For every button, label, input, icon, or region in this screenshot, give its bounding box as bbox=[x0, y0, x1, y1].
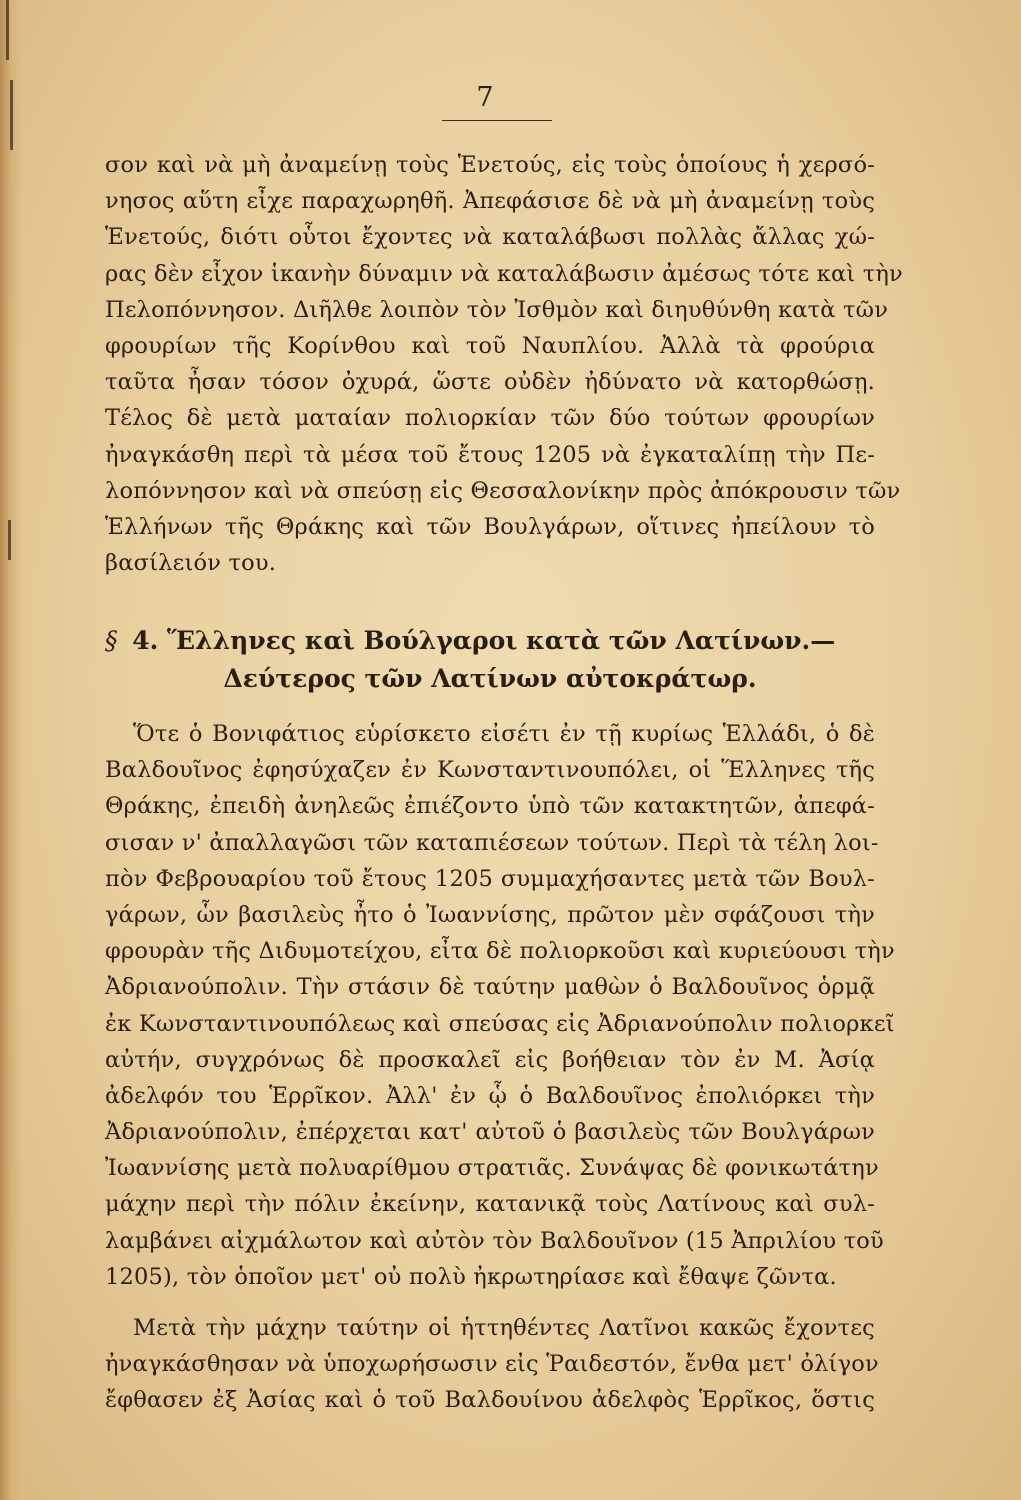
text-line: Μετὰ τὴν μάχην ταύτην οἱ ἡττηθέντες Λατῖνοι κακῶς ἔχοντες bbox=[133, 1315, 875, 1341]
text-line: ἀδελφόν του Ἑρρῖκον. Ἀλλ' ἐν ᾧ ὁ Βαλδουῖνος ἐπολιόρκει τὴν bbox=[105, 1082, 875, 1109]
text-line: σισαν ν' ἀπαλλαγῶσι τῶν καταπιέσεων τούτων. Περὶ τὰ τέλη λοι- bbox=[105, 829, 879, 856]
text-line: Τέλος δὲ μετὰ ματαίαν πολιορκίαν τῶν δύο τούτων φρουρίων bbox=[105, 405, 875, 432]
text-line: ἠναγκάσθη περὶ τὰ μέσα τοῦ ἔτους 1205 νὰ ἐγκαταλίπῃ τὴν Πε- bbox=[105, 441, 875, 468]
text-line: Ὅτε ὁ Βονιφάτιος εὑρίσκετο εἰσέτι ἐν τῇ κυρίως Ἑλλάδι, ὁ δὲ bbox=[133, 721, 875, 747]
text-line: γάρων, ὧν βασιλεὺς ἦτο ὁ Ἰωαννίσης, πρῶτον μὲν σφάζουσι τὴν bbox=[105, 901, 875, 928]
page-number: 7 bbox=[476, 82, 494, 113]
text-line: Ἑλλήνων τῆς Θράκης καὶ τῶν Βουλγάρων, οἵτινες ἠπείλουν τὸ bbox=[105, 513, 875, 540]
text-line: νησος αὕτη εἶχε παραχωρηθῆ. Ἀπεφάσισε δὲ νὰ μὴ ἀναμείνῃ τοὺς bbox=[105, 188, 875, 215]
text-line: βασίλειόν του. bbox=[105, 550, 277, 577]
text-line: ρας δὲν εἶχον ἱκανὴν δύναμιν νὰ καταλάβωσιν ἀμέσως τότε καὶ τὴν bbox=[105, 260, 903, 287]
text-line: Ἀδριανούπολιν. Τὴν στάσιν δὲ ταύτην μαθὼν ὁ Βαλδουῖνος ὁρμᾷ bbox=[105, 974, 875, 1001]
text-line: Θράκης, ἐπειδὴ ἀνηλεῶς ἐπιέζοντο ὑπὸ τῶν κατακτητῶν, ἀπεφά- bbox=[105, 793, 875, 820]
page-binding-edge bbox=[0, 0, 22, 1500]
section-number: 4. bbox=[132, 626, 159, 655]
section-heading bbox=[105, 622, 875, 698]
section-heading-line-2: Δεύτερος τῶν Λατίνων αὐτοκράτωρ. bbox=[223, 664, 757, 693]
paragraph-1 bbox=[105, 147, 903, 581]
text-line: Ἑνετούς, διότι οὗτοι ἔχοντες νὰ καταλάβωσι πολλὰς ἄλλας χώ- bbox=[105, 224, 875, 251]
text-line: Βαλδουῖνος ἐφησύχαζεν ἐν Κωνσταντινουπόλει, οἱ Ἕλληνες τῆς bbox=[105, 757, 875, 784]
text-line: ἠναγκάσθησαν νὰ ὑποχωρήσωσιν εἰς Ῥαιδεστόν, ἔνθα μετ' ὀλίγον bbox=[105, 1351, 879, 1378]
text-line: Ἰωαννίσης μετὰ πολυαρίθμου στρατιᾶς. Συνάψας δὲ φονικωτάτην bbox=[105, 1155, 879, 1182]
text-line: λαμβάνει αἰχμάλωτον καὶ αὐτὸν τὸν Βαλδουῖνον (15 Ἀπριλίου τοῦ bbox=[105, 1227, 884, 1254]
paragraph-2 bbox=[105, 716, 895, 1295]
text-line: φρουρίων τῆς Κορίνθου καὶ τοῦ Ναυπλίου. Ἀλλὰ τὰ φρούρια bbox=[105, 332, 875, 359]
section-heading-line-1 bbox=[105, 622, 875, 660]
section-mark: § bbox=[105, 626, 118, 655]
text-line: φρουρὰν τῆς Διδυμοτείχου, εἶτα δὲ πολιορκοῦσι καὶ κυριεύουσι τὴν bbox=[105, 938, 895, 965]
text-line: σον καὶ νὰ μὴ ἀναμείνῃ τοὺς Ἑνετούς, εἰς τοὺς ὁποίους ἡ χερσό- bbox=[105, 152, 875, 178]
text-line: μάχην περὶ τὴν πόλιν ἐκείνην, κατανικᾷ τοὺς Λατίνους καὶ συλ- bbox=[105, 1191, 875, 1218]
paragraph-3 bbox=[105, 1310, 879, 1419]
text-line: Πελοπόννησον. Διῆλθε λοιπὸν τὸν Ἰσθμὸν καὶ διηυθύνθη κατὰ τῶν bbox=[105, 296, 889, 323]
text-line: αὐτήν, συγχρόνως δὲ προσκαλεῖ εἰς βοήθειαν τὸν ἐν Μ. Ἀσίᾳ bbox=[105, 1046, 875, 1073]
section-title-1: Ἕλληνες καὶ Βούλγαροι κατὰ τῶν Λατίνων.— bbox=[167, 626, 836, 655]
page-number-rule bbox=[442, 120, 552, 121]
text-line: πὸν Φεβρουαρίου τοῦ ἔτους 1205 συμμαχήσαντες μετὰ τῶν Βουλ- bbox=[105, 865, 875, 892]
text-line: Ἀδριανούπολιν, ἐπέρχεται κατ' αὐτοῦ ὁ βασιλεὺς τῶν Βουλγάρων bbox=[105, 1119, 875, 1146]
text-line: 1205), τὸν ὁποῖον μετ' οὐ πολὺ ἠκρωτηρίασε καὶ ἔθαψε ζῶντα. bbox=[105, 1263, 837, 1290]
text-line: ταῦτα ἦσαν τόσον ὀχυρά, ὥστε οὐδὲν ἠδύνατο νὰ κατορθώσῃ. bbox=[105, 369, 875, 396]
text-line: λοπόννησον καὶ νὰ σπεύσῃ εἰς Θεσσαλονίκην πρὸς ἀπόκρουσιν τῶν bbox=[105, 477, 901, 504]
text-line: ἐκ Κωνσταντινουπόλεως καὶ σπεύσας εἰς Ἀδριανούπολιν πολιορκεῖ bbox=[105, 1010, 895, 1037]
text-line: ἔφθασεν ἐξ Ἀσίας καὶ ὁ τοῦ Βαλδουίνου ἀδελφὸς Ἑρρῖκος, ὅστις bbox=[105, 1387, 875, 1414]
